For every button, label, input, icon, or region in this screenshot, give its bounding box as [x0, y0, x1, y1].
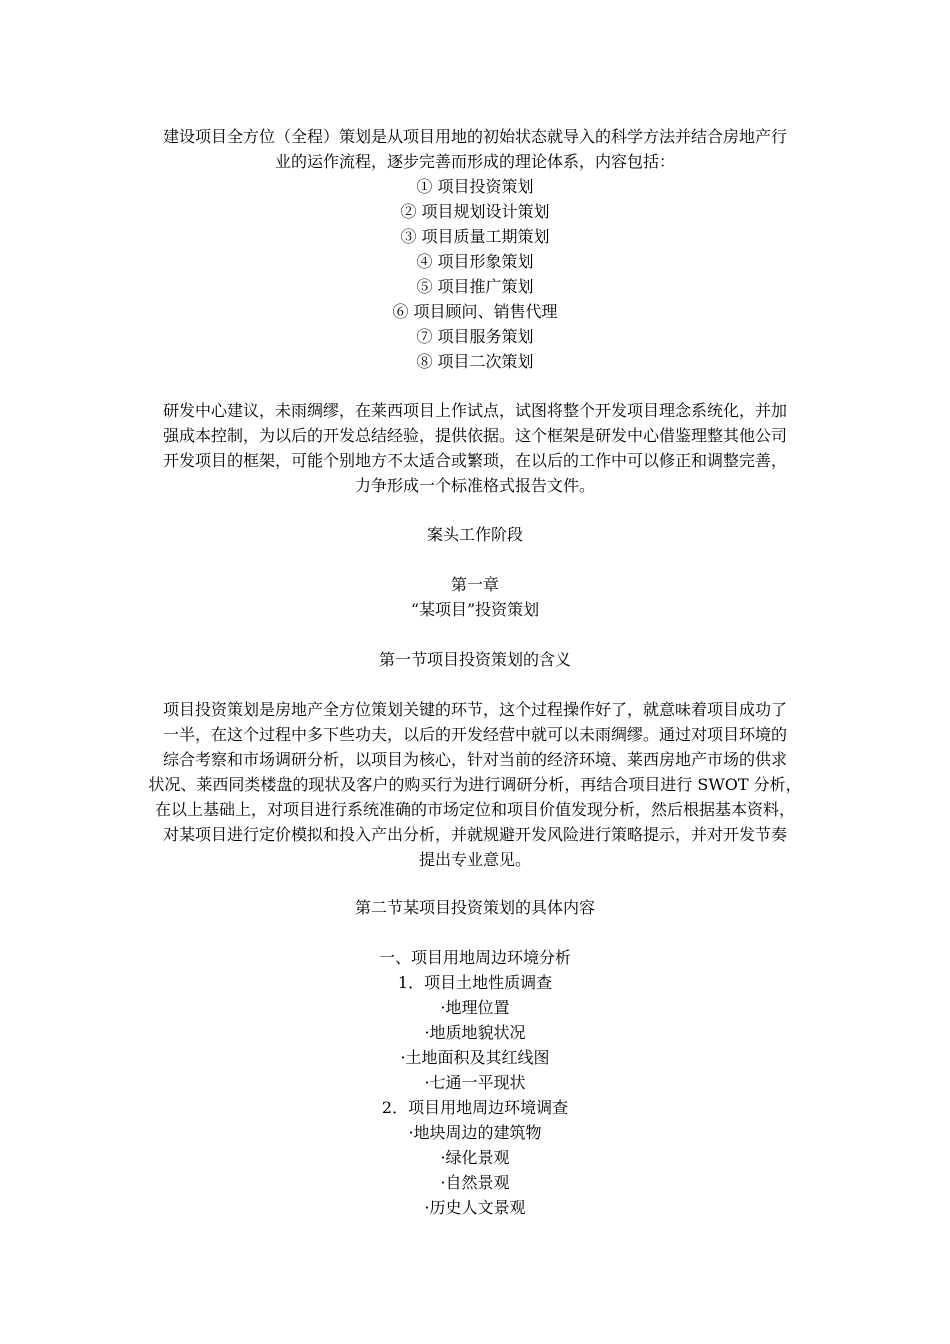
outline-item: 一、项目用地周边环境分析 — [378, 948, 571, 967]
list-item: ④ 项目形象策划 — [416, 252, 534, 271]
chapter-number: 第一章 — [450, 575, 499, 594]
outline-item: 1．项目土地性质调查 — [397, 973, 553, 992]
outline-item: ·历史人文景观 — [424, 1198, 526, 1217]
outline-item: ·自然景观 — [440, 1173, 510, 1192]
list-item: ⑥ 项目顾问、销售代理 — [392, 302, 558, 321]
list-item: ⑧ 项目二次策划 — [416, 352, 534, 371]
list-item: ⑤ 项目推广策划 — [416, 277, 534, 296]
section2-outline — [140, 945, 810, 1220]
list-item: ③ 项目质量工期策划 — [400, 227, 550, 246]
outline-item: 2．项目用地周边环境调查 — [381, 1098, 569, 1117]
intro-paragraph — [140, 124, 810, 374]
text-line: 开发项目的框架，可能个别地方不太适合或繁琐，在以后的工作中可以修正和调整完善， — [162, 451, 787, 470]
text-line: 业的运作流程，逐步完善而形成的理论体系，内容包括： — [274, 152, 675, 171]
text-line: 对某项目进行定价模拟和投入产出分析，并就规避开发风险进行策略提示，并对开发节奏 — [162, 825, 787, 844]
outline-item: ·土地面积及其红线图 — [400, 1048, 550, 1067]
chapter-heading — [140, 572, 810, 622]
text-line: 在以上基础上，对项目进行系统准确的市场定位和项目价值发现分析，然后根据基本资料， — [154, 800, 795, 819]
stage-title-block — [140, 522, 810, 547]
chapter-title: “某项目”投资策划 — [410, 600, 540, 619]
text-line: 项目投资策划是房地产全方位策划关键的环节，这个过程操作好了，就意味着项目成功了 — [162, 700, 787, 719]
section1-paragraph — [140, 697, 810, 872]
text-line: 状况、莱西同类楼盘的现状及客户的购买行为进行调研分析，再结合项目进行 SWOT 分析， — [148, 775, 802, 794]
text-line: 建设项目全方位（全程）策划是从项目用地的初始状态就导入的科学方法并结合房地产行 — [162, 127, 787, 146]
outline-item: ·地质地貌状况 — [424, 1023, 526, 1042]
outline-item: ·地理位置 — [440, 998, 510, 1017]
text-line: 综合考察和市场调研分析，以项目为核心，针对当前的经济环境、莱西房地产市场的供求 — [162, 750, 787, 769]
text-line: 提出专业意见。 — [418, 850, 531, 869]
section-title: 第一节项目投资策划的含义 — [378, 650, 571, 669]
rnd-paragraph — [140, 398, 810, 498]
text-line: 一半，在这个过程中多下些功夫，以后的开发经营中就可以未雨绸缪。通过对项目环境的 — [162, 725, 787, 744]
list-item: ① 项目投资策划 — [416, 177, 534, 196]
outline-item: ·七通一平现状 — [424, 1073, 526, 1092]
outline-item: ·地块周边的建筑物 — [408, 1123, 542, 1142]
list-item: ⑦ 项目服务策划 — [416, 327, 534, 346]
text-line: 研发中心建议，未雨绸缪，在莱西项目上作试点，试图将整个开发项目理念系统化，并加 — [162, 401, 787, 420]
list-item: ② 项目规划设计策划 — [400, 202, 550, 221]
outline-item: ·绿化景观 — [440, 1148, 510, 1167]
text-line: 力争形成一个标准格式报告文件。 — [354, 476, 595, 495]
section2-heading — [140, 895, 810, 920]
section-title: 第二节某项目投资策划的具体内容 — [354, 898, 595, 917]
text-line: 强成本控制，为以后的开发总结经验，提供依据。这个框架是研发中心借鉴理整其他公司 — [162, 426, 787, 445]
section1-heading — [140, 647, 810, 672]
stage-title: 案头工作阶段 — [426, 525, 523, 544]
